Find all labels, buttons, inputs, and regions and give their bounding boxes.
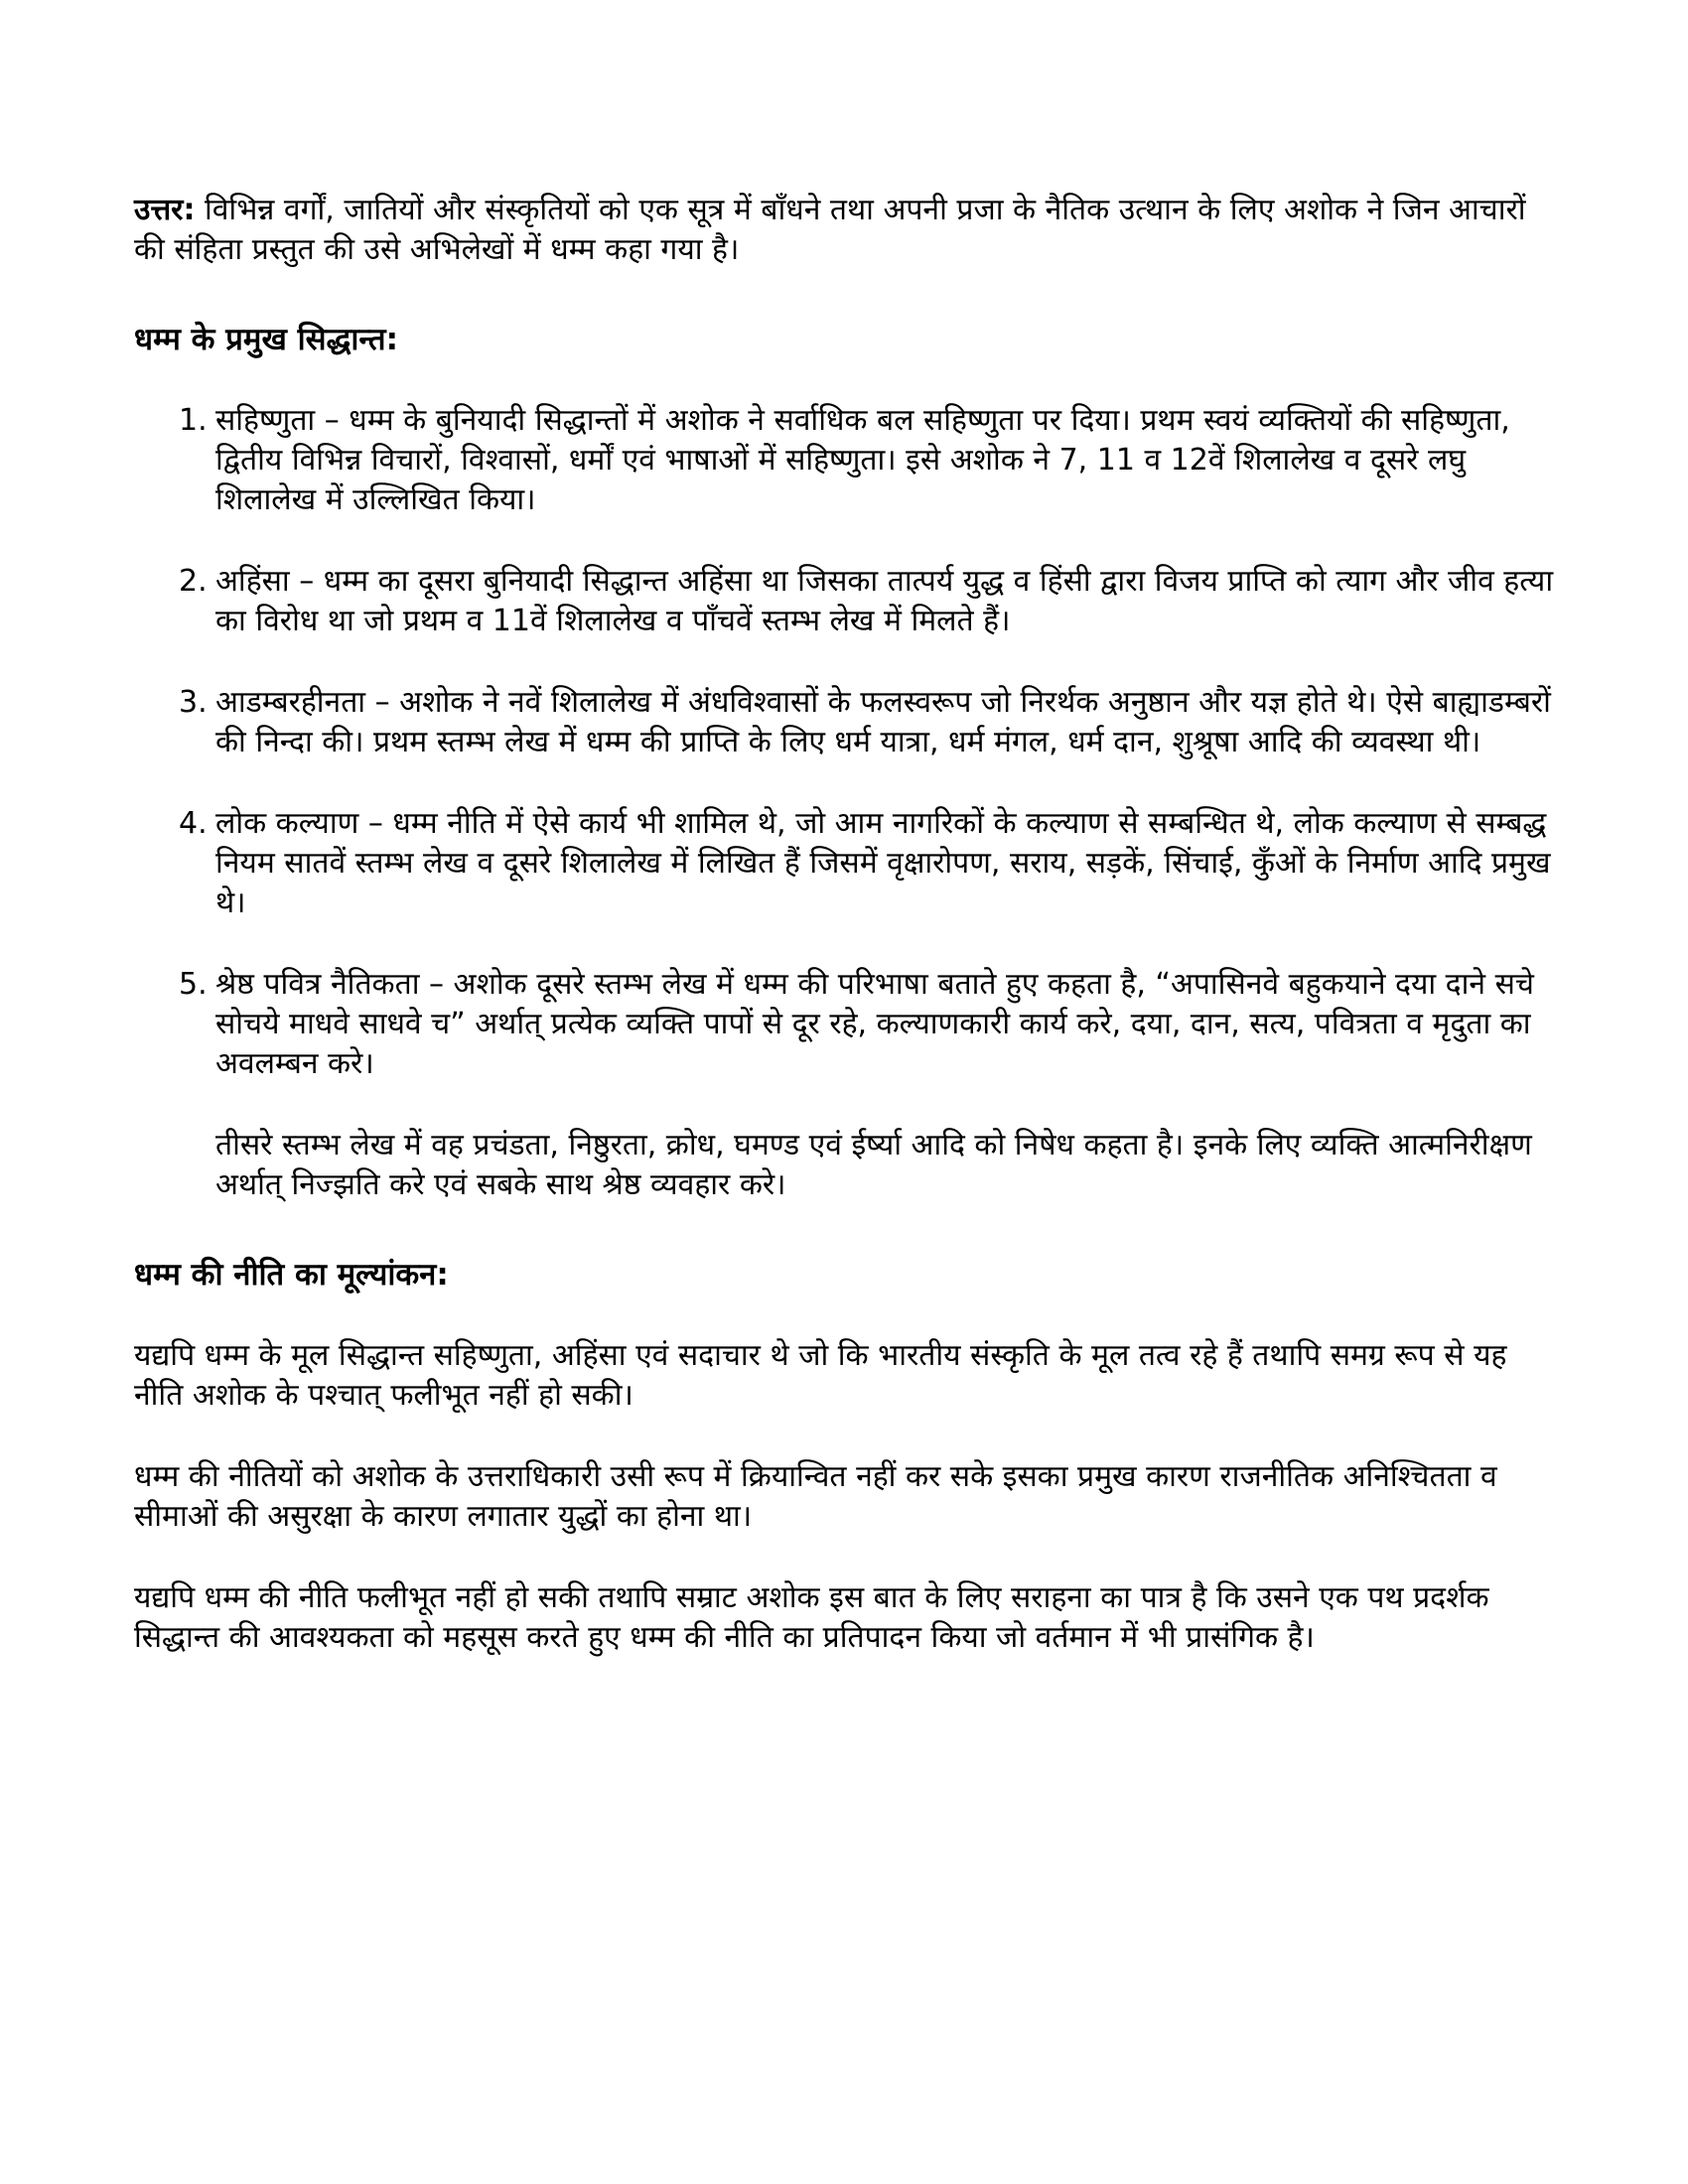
principles-heading: धम्म के प्रमुख सिद्धान्त: [134, 322, 398, 357]
principles-continuation-paragraph: तीसरे स्तम्भ लेख में वह प्रचंडता, निष्ठुरता, क्रोध, घमण्ड एवं ईर्ष्या आदि को निषेध कहता है। इनके लिए व्यक्ति आत्मनिरीक्षण अर्थात् निज्झति करे एवं सबके साथ श्रेष्ठ व्यवहार करे। [215, 1128, 1532, 1202]
list-item-number: 5. [179, 967, 208, 1002]
list-item-simplicity [134, 683, 1554, 762]
answer-text: विभिन्न वर्गों, जातियों और संस्कृतियों को एक सूत्र में बाँधने तथा अपनी प्रजा के नैतिक उत्थान के लिए अशोक ने जिन आचारों की संहिता प्रस्तुत की उसे अभिलेखों में धम्म कहा गया है। [134, 193, 1526, 267]
evaluation-heading: धम्म की नीति का मूल्यांकन: [134, 1257, 449, 1293]
evaluation-paragraph-3: यद्यपि धम्म की नीति फलीभूत नहीं हो सकी तथापि सम्राट अशोक इस बात के लिए सराहना का पात्र है कि उसने एक पथ प्रदर्शक सिद्धान्त की आवश्यकता को महसूस करते हुए धम्म की नीति का प्रतिपादन किया जो वर्तमान में भी प्रासंगिक है। [134, 1580, 1489, 1655]
answer-paragraph [134, 191, 1554, 270]
list-item-text: लोक कल्याण – धम्म नीति में ऐसे कार्य भी शामिल थे, जो आम नागरिकों के कल्याण से सम्बन्धित थे, लोक कल्याण से सम्बद्ध नियम सातवें स्तम्भ लेख व दूसरे शिलालेख में लिखित हैं जिसमें वृक्षारोपण, सराय, सड़कें, सिंचाई, कुँओं के निर्माण आदि प्रमुख थे। [215, 806, 1551, 920]
principles-list [134, 401, 1554, 1084]
evaluation-paragraph-2: धम्म की नीतियों को अशोक के उत्तराधिकारी उसी रूप में क्रियान्वित नहीं कर सके इसका प्रमुख कारण राजनीतिक अनिश्चितता व सीमाओं की असुरक्षा के कारण लगातार युद्धों का होना था। [134, 1459, 1497, 1534]
list-item-public-welfare [134, 804, 1554, 923]
answer-label: उत्तर: [134, 193, 196, 227]
list-item-number: 4. [179, 806, 208, 841]
list-item-text: आडम्बरहीनता – अशोक ने नवें शिलालेख में अंधविश्वासों के फलस्वरूप जो निरर्थक अनुष्ठान और यज्ञ होते थे। ऐसे बाह्याडम्बरों की निन्दा की। प्रथम स्तम्भ लेख में धम्म की प्राप्ति के लिए धर्म यात्रा, धर्म मंगल, धर्म दान, शुश्रूषा आदि की व्यवस्था थी। [215, 685, 1551, 759]
list-item-number: 1. [179, 403, 208, 438]
list-item-tolerance [134, 401, 1554, 520]
list-item-text: श्रेष्ठ पवित्र नैतिकता – अशोक दूसरे स्तम्भ लेख में धम्म की परिभाषा बताते हुए कहता है, “अपासिनवे बहुकयाने दया दाने सचे सोचये माधवे साधवे च” अर्थात् प्रत्येक व्यक्ति पापों से दूर रहे, कल्याणकारी कार्य करे, दया, दान, सत्य, पवित्रता व मृदुता का अवलम्बन करे। [215, 967, 1534, 1081]
list-item-ahimsa [134, 562, 1554, 641]
list-item-text: अहिंसा – धम्म का दूसरा बुनियादी सिद्धान्त अहिंसा था जिसका तात्पर्य युद्ध व हिंसी द्वारा विजय प्राप्ति को त्याग और जीव हत्या का विरोध था जो प्रथम व 11वें शिलालेख व पाँचवें स्तम्भ लेख में मिलते हैं। [215, 564, 1554, 638]
evaluation-paragraph-1: यद्यपि धम्म के मूल सिद्धान्त सहिष्णुता, अहिंसा एवं सदाचार थे जो कि भारतीय संस्कृति के मूल तत्व रहे हैं तथापि समग्र रूप से यह नीति अशोक के पश्चात् फलीभूत नहीं हो सकी। [134, 1338, 1507, 1413]
list-item-number: 3. [179, 685, 208, 720]
list-item-morality [134, 965, 1554, 1084]
list-item-number: 2. [179, 564, 208, 599]
list-item-text: सहिष्णुता – धम्म के बुनियादी सिद्धान्तों में अशोक ने सर्वाधिक बल सहिष्णुता पर दिया। प्रथम स्वयं व्यक्तियों की सहिष्णुता, द्वितीय विभिन्न विचारों, विश्वासों, धर्मों एवं भाषाओं में सहिष्णुता। इसे अशोक ने 7, 11 व 12वें शिलालेख व दूसरे लघु शिलालेख में उल्लिखित किया। [215, 403, 1510, 517]
